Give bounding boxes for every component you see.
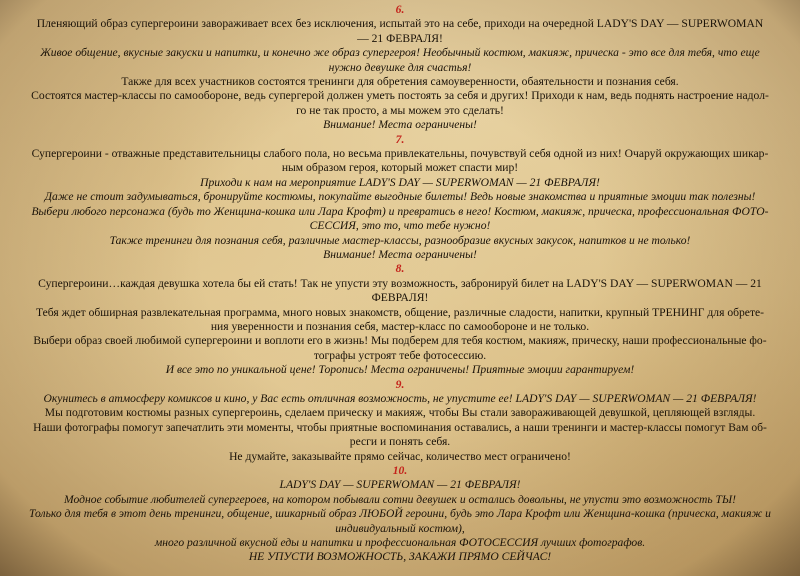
text-line: Не думайте, заказывайте прямо сейчас, количество мест ограничено! [229,449,571,463]
text-line: Пленяющий образ супергероини завораживает всех без исключения, испытай это на себе, приходи на очередной LADY'S DAY — SUPERWOMAN [36,17,764,31]
section-number: 7. [395,132,405,146]
text-line: Только для тебя в этот день тренинги, общение, шикарный образ ЛЮБОЙ героини, будь это Лара Крофт или Женщина-кошка (прическа, макияж и [29,507,771,521]
text-line: Внимание! Места ограничены! [323,118,477,132]
text-line: Приходи к нам на мероприятие LADY'S DAY — SUPERWOMAN — 21 ФЕВРАЛЯ! [200,175,600,189]
text-line: И все это по уникальной цене! Торопись! Места ограничены! Приятные эмоции гарантируем! [165,363,635,377]
section-number: 9. [395,377,405,391]
text-line: индивидуальный костюм), [335,521,465,535]
text-line: тографы устроят тебе фотосессию. [313,348,487,362]
text-line: ным образом героя, который может спасти мир! [281,161,519,175]
section-number: 6. [395,3,405,16]
text-line: много различной вкусной еды и напитки и профессиональная ФОТОСЕССИЯ лучших фотографов. [154,536,646,550]
section-number: 10. [392,464,408,477]
text-line: ФЕВРАЛЯ! [371,291,429,305]
text-line: Наши фотографы помогут запечатлить эти моменты, чтобы приятные воспоминания оставались, а наши тренинги и мастер-классы помогут Вам об- [33,420,767,434]
text-line: ния уверенности и познания себя, мастер-класс по самообороне и не только. [210,319,590,333]
text-line: — 21 ФЕВРАЛЯ! [357,31,443,45]
text-line: Супергероини…каждая девушка хотела бы ей стать! Так не упусти эту возможность, забронируй билет на LADY'S DAY — SUPERWOMAN — 21 [38,276,762,290]
text-line: Также тренинги для познания себя, различные мастер-классы, разнообразие вкусных закусок, напитков и не только! [109,233,691,247]
text-line: Выбери образ своей любимой супергероини и воплоти его в жизнь! Мы подберем для тебя костюм, макияж, прическу, наши профессиональные фо- [33,334,767,348]
text-line: Внимание! Места ограничены! [323,247,477,261]
text-line: LADY'S DAY — SUPERWOMAN — 21 ФЕВРАЛЯ! [279,478,521,492]
text-line: Также для всех участников состоятся тренинги для обретения самоуверенности, обаятельности и познания себя. [121,75,679,89]
text-line: Живое общение, вкусные закуски и напитки, и конечно же образ супергероя! Необычный костюм, макияж, прическа - это все для тебя, что еще [40,46,760,60]
text-line: Окунитесь в атмосферу комиксов и кино, у Вас есть отличная возможность, не упустите ее! LADY'S DAY — SUPERWOMAN — 21 ФЕВРАЛЯ! [43,391,757,405]
text-line: Выбери любого персонажа (будь то Женщина-кошка или Лара Крофт) и превратись в него! Костюм, макияж, прическа, профессиональная ФОТО- [31,204,769,218]
text-line: Тебя ждет обширная развлекательная программа, много новых знакомств, общение, различные сладости, напитки, крупный ТРЕНИНГ для обрете- [35,305,765,319]
text-line: НЕ УПУСТИ ВОЗМОЖНОСТЬ, ЗАКАЖИ ПРЯМО СЕЙЧАС! [248,550,552,564]
section-number: 8. [395,262,405,276]
text-line: СЕССИЯ, это то, что тебе нужно! [309,219,491,233]
document-body [8,3,792,565]
text-line: нужно девушке для счастья! [328,60,472,74]
text-line: Супергероини - отважные представительницы слабого пола, но весьма привлекательны, почувствуй себя одной из них! Очаруй окружающих шикар- [31,147,769,161]
text-line: Даже не стоит задумываться, бронируйте костюмы, покупайте выгодные билеты! Ведь новые знакомства и приятные эмоции так полезны! [44,190,756,204]
text-line: Модное событие любителей супергероев, на котором побывали сотни девушек и остались довольны, не упусти это возможность ТЫ! [64,492,736,506]
text-line: Мы подготовим костюмы разных супергероинь, сделаем прическу и макияж, чтобы Вы стали завораживающей девушкой, цепляющей взгляды. [44,406,756,420]
text-line: го не так просто, а мы можем это сделать! [296,103,504,117]
text-line: ресги и понять себя. [349,435,451,449]
text-line: Состоятся мастер-классы по самообороне, ведь супергерой должен уметь постоять за себя и других! Приходи к нам, ведь поднять настроение надол- [31,89,769,103]
